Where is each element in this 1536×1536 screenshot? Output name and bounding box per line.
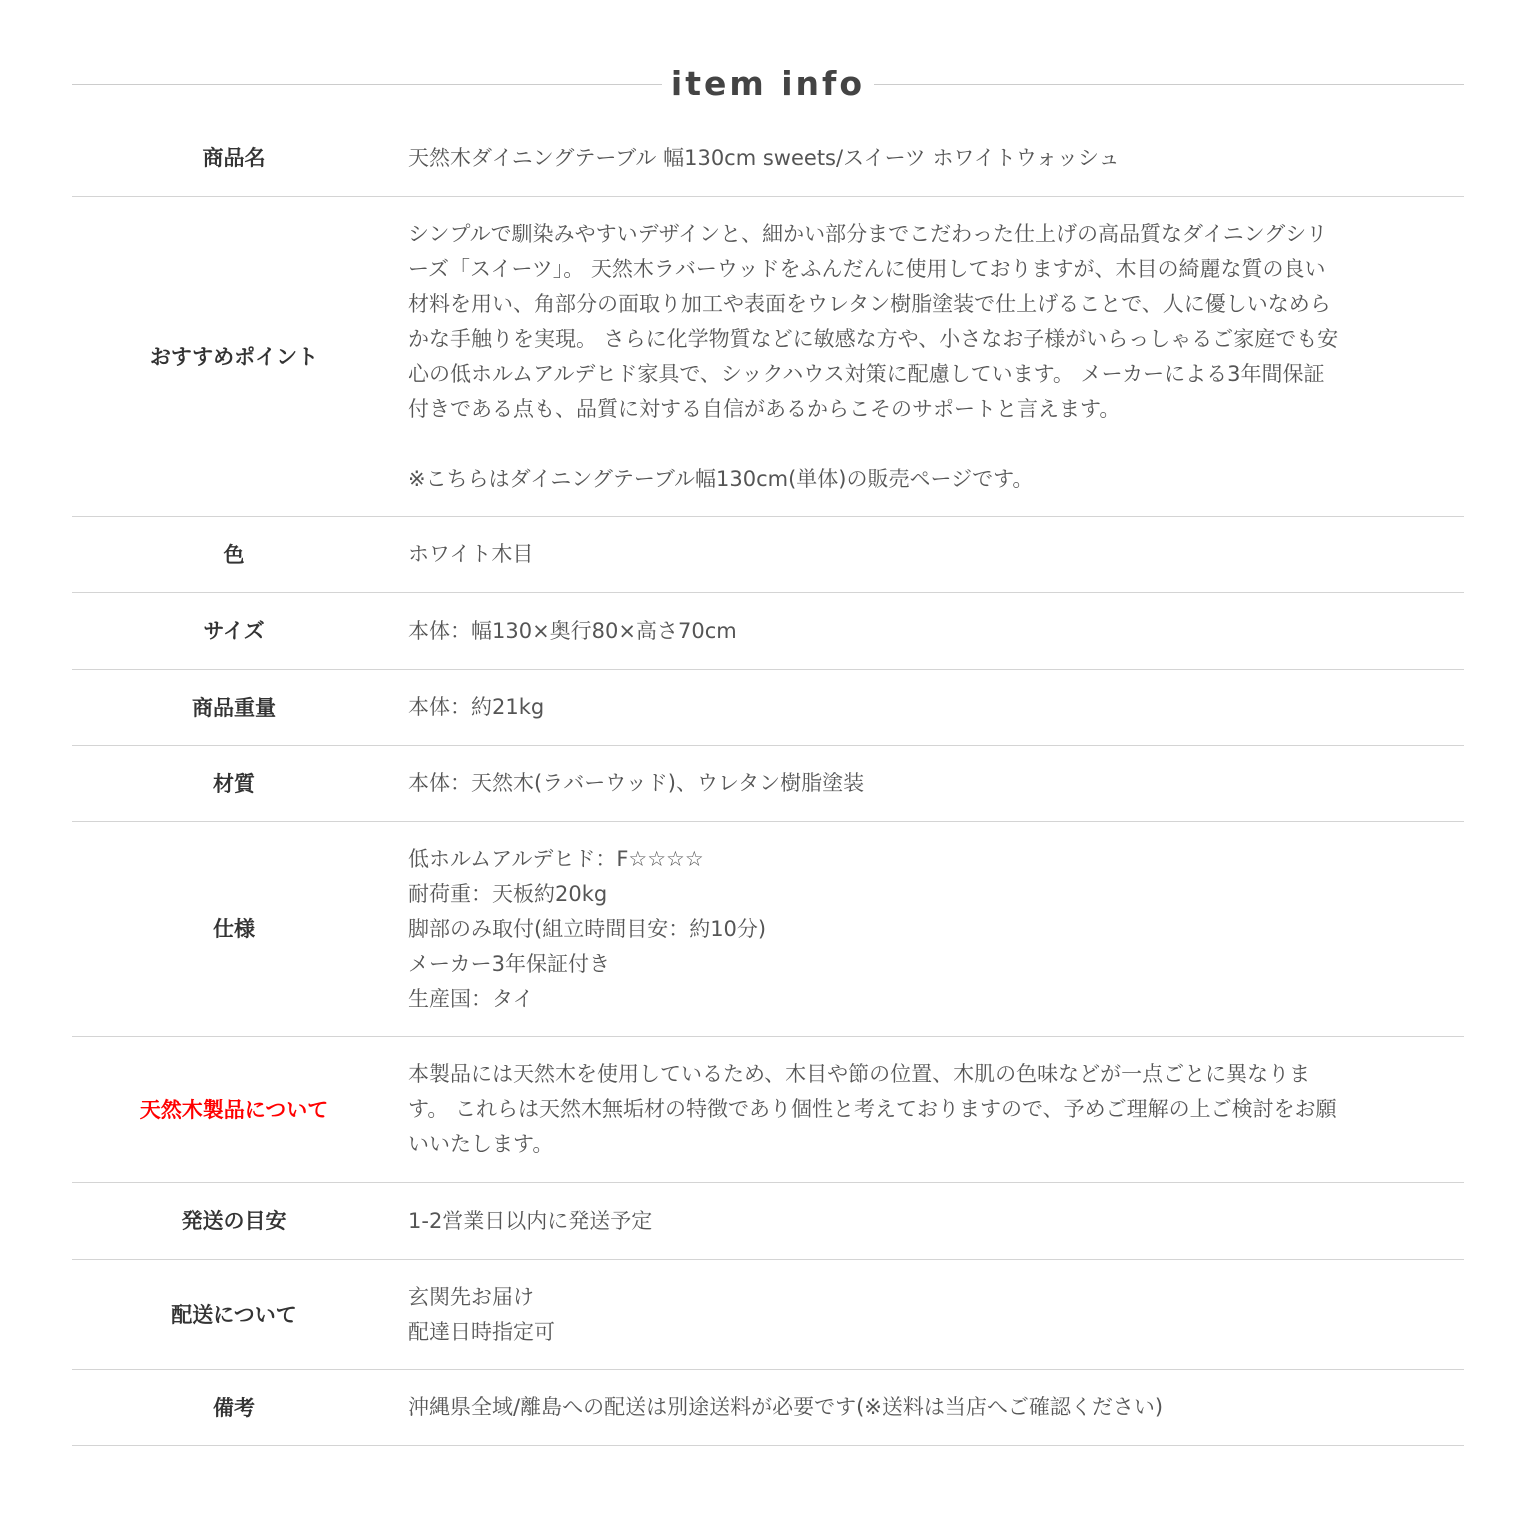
- row-label: おすすめポイント: [149, 344, 319, 369]
- value-line: す。 これらは天然木無垢材の特徴であり個性と考えておりますので、予めご理解の上ご検討をお願: [408, 1097, 1337, 1121]
- row-value: [396, 1204, 1464, 1239]
- value-line: 沖縄県全域/離島への配送は別途送料が必要です(※送料は当店へご確認ください): [408, 1395, 1164, 1419]
- row-label-alert: 天然木製品について: [139, 1097, 329, 1122]
- row-label: 色: [223, 542, 245, 567]
- row-label: 商品重量: [192, 695, 276, 720]
- info-row-product-name: [72, 120, 1464, 197]
- info-row-material: [72, 746, 1464, 822]
- info-row-specs: [72, 822, 1464, 1037]
- value-line: ホワイト木目: [408, 542, 534, 566]
- info-row-size: [72, 593, 1464, 670]
- value-line: シンプルで馴染みやすいデザインと、細かい部分までこだわった仕上げの高品質なダイニングシリ: [408, 221, 1328, 246]
- section-title: item info: [670, 64, 866, 103]
- row-label: 発送の目安: [181, 1209, 287, 1233]
- row-value: [396, 217, 1464, 497]
- row-value: [396, 842, 1464, 1017]
- row-label: 配送について: [171, 1302, 297, 1327]
- row-value: [396, 1390, 1464, 1425]
- info-row-color: [72, 517, 1464, 593]
- value-line: いいたします。: [408, 1132, 554, 1156]
- row-label: 商品名: [202, 146, 266, 170]
- section-header: [72, 60, 1464, 108]
- value-line: 耐荷重：天板約20kg: [408, 881, 608, 906]
- row-value: [396, 1280, 1464, 1350]
- header-rule-left: [72, 84, 662, 85]
- item-info-table: [72, 120, 1464, 1446]
- value-line: 天然木ダイニングテーブル 幅130cm sweets/スイーツ ホワイトウォッシュ: [408, 145, 1120, 170]
- row-label: 仕様: [213, 917, 255, 941]
- value-note: ※こちらはダイニングテーブル幅130cm(単体)の販売ページです。: [408, 466, 1034, 491]
- value-line: 材料を用い、角部分の面取り加工や表面をウレタン樹脂塗装で仕上げることで、人に優しいなめら: [408, 291, 1331, 316]
- value-line: メーカー3年保証付き: [408, 951, 610, 976]
- value-line: かな手触りを実現。 さらに化学物質などに敏感な方や、小さなお子様がいらっしゃるご家庭でも安: [408, 326, 1339, 351]
- info-row-shipping-estimate: [72, 1183, 1464, 1260]
- value-line: 低ホルムアルデヒド：F☆☆☆☆: [408, 846, 704, 871]
- value-line: 生産国：タイ: [408, 986, 534, 1011]
- row-value: [396, 766, 1464, 801]
- row-value: [396, 614, 1464, 649]
- info-row-delivery: [72, 1260, 1464, 1370]
- value-line: 本体：幅130×奥行80×高さ70cm: [408, 618, 737, 643]
- value-line: 本体：約21kg: [408, 695, 545, 719]
- value-line: 1-2営業日以内に発送予定: [408, 1208, 653, 1233]
- header-rule-right: [874, 84, 1464, 85]
- row-value: [396, 1057, 1464, 1162]
- value-line: 心の低ホルムアルデヒド家具で、シックハウス対策に配慮しています。 メーカーによる3年間保証: [408, 361, 1325, 386]
- value-line: 本製品には天然木を使用しているため、木目や節の位置、木肌の色味などが一点ごとに異なりま: [408, 1062, 1311, 1086]
- row-value: [396, 141, 1464, 176]
- value-line: ーズ「スイーツ」。 天然木ラバーウッドをふんだんに使用しておりますが、木目の綺麗な質の良い: [408, 256, 1326, 281]
- paragraph-spacer: [408, 427, 1416, 462]
- row-label: 備考: [213, 1395, 255, 1420]
- info-row-natural-wood-notice: [72, 1037, 1464, 1183]
- value-line: 本体：天然木(ラバーウッド)、ウレタン樹脂塗装: [408, 771, 865, 795]
- info-row-remarks: [72, 1370, 1464, 1446]
- info-row-weight: [72, 670, 1464, 746]
- info-row-recommend-points: [72, 197, 1464, 517]
- row-label: 材質: [213, 771, 255, 796]
- row-label: サイズ: [203, 619, 265, 643]
- value-line: 付きである点も、品質に対する自信があるからこそのサポートと言えます。: [408, 396, 1121, 421]
- value-line: 配達日時指定可: [408, 1319, 555, 1344]
- value-line: 玄関先お届け: [408, 1284, 534, 1309]
- row-value: [396, 690, 1464, 725]
- value-line: 脚部のみ取付(組立時間目安：約10分): [408, 916, 767, 941]
- row-value: [396, 537, 1464, 572]
